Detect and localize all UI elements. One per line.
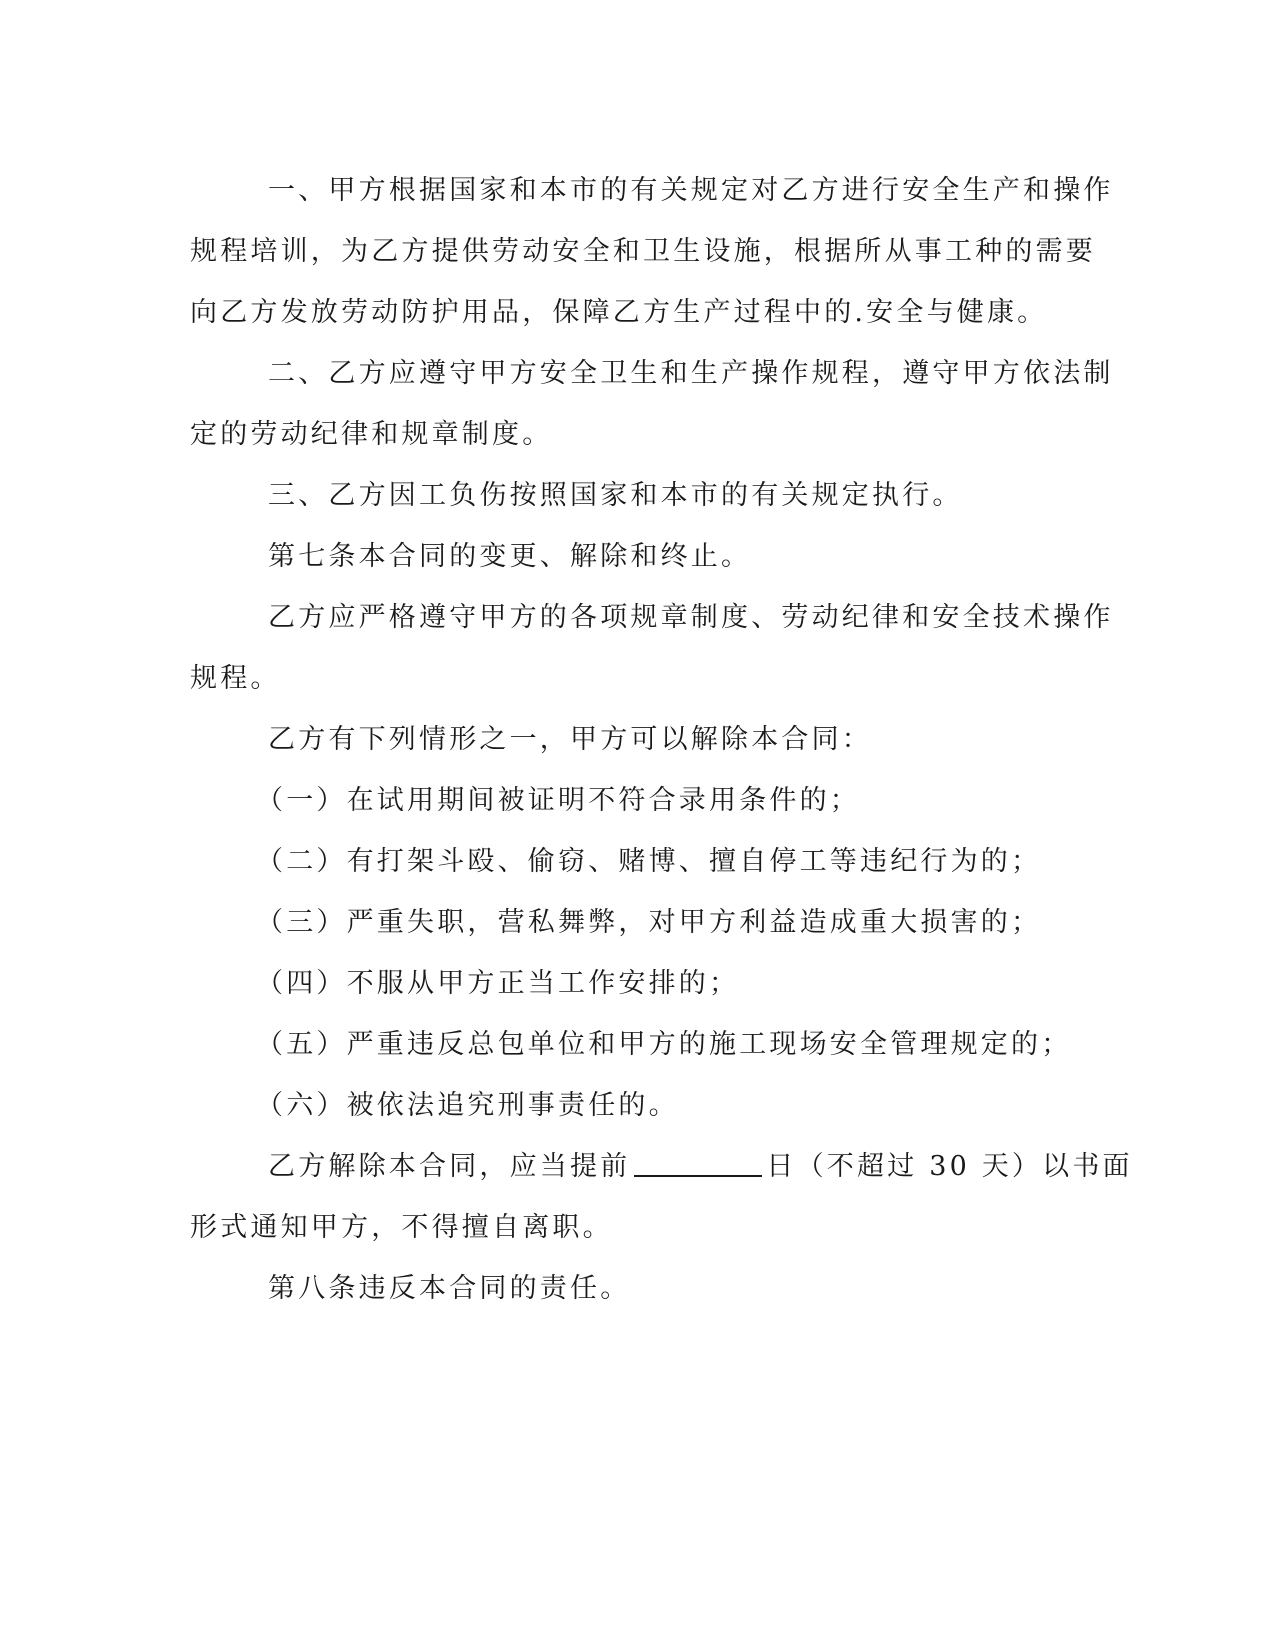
- text-line: （六）被依法追究刑事责任的。: [256, 1090, 679, 1121]
- text-line: 三、乙方因工负伤按照国家和本市的有关规定执行。: [268, 480, 963, 511]
- text-line: 乙方有下列情形之一，甲方可以解除本合同：: [268, 724, 872, 755]
- article-seven-heading: [190, 526, 1080, 587]
- list-item: [190, 892, 1080, 953]
- text-line: （四）不服从甲方正当工作安排的；: [256, 968, 740, 999]
- text-line: 乙方应严格遵守甲方的各项规章制度、劳动纪律和安全技术操作: [268, 602, 1114, 633]
- list-item: [190, 1014, 1080, 1075]
- text-line: （一）在试用期间被证明不符合录用条件的；: [256, 785, 860, 816]
- text-line: （三）严重失职，营私舞弊，对甲方利益造成重大损害的；: [256, 907, 1042, 938]
- text-line: 规程。: [190, 663, 281, 694]
- paragraph-resignation-notice: [190, 1136, 1133, 1258]
- list-item: [190, 770, 1080, 831]
- list-item: [190, 1075, 1080, 1136]
- text-line: 第七条本合同的变更、解除和终止。: [268, 541, 752, 572]
- text-line: 第八条违反本合同的责任。: [268, 1273, 631, 1304]
- text-line: 一、甲方根据国家和本市的有关规定对乙方进行安全生产和操作: [268, 175, 1114, 206]
- list-item: [190, 953, 1080, 1014]
- document-body: [190, 160, 1133, 1319]
- text-before-blank: 乙方解除本合同，应当提前: [268, 1151, 631, 1182]
- paragraph-safety-training: [190, 160, 1114, 343]
- text-line: （二）有打架斗殴、偷窃、赌博、擅自停工等违纪行为的；: [256, 846, 1042, 877]
- paragraph-rules: [190, 587, 1114, 709]
- article-eight-heading: [190, 1258, 1080, 1319]
- fill-in-blank[interactable]: [634, 1148, 762, 1177]
- text-line: [190, 1136, 1133, 1197]
- text-line: 规程培训，为乙方提供劳动安全和卫生设施，根据所从事工种的需要: [190, 236, 1096, 267]
- text-line: 形式通知甲方，不得擅自离职。: [190, 1212, 613, 1243]
- text-line: 二、乙方应遵守甲方安全卫生和生产操作规程，遵守甲方依法制: [268, 358, 1114, 389]
- text-line: （五）严重违反总包单位和甲方的施工现场安全管理规定的；: [256, 1029, 1072, 1060]
- text-line: 向乙方发放劳动防护用品，保障乙方生产过程中的.安全与健康。: [190, 297, 1048, 328]
- paragraph-work-injury: [190, 465, 1080, 526]
- text-after-blank: 日（不超过 30 天）以书面: [766, 1151, 1133, 1182]
- paragraph-compliance: [190, 343, 1114, 465]
- paragraph-termination-intro: [190, 709, 1080, 770]
- text-line: 定的劳动纪律和规章制度。: [190, 419, 553, 450]
- list-item: [190, 831, 1080, 892]
